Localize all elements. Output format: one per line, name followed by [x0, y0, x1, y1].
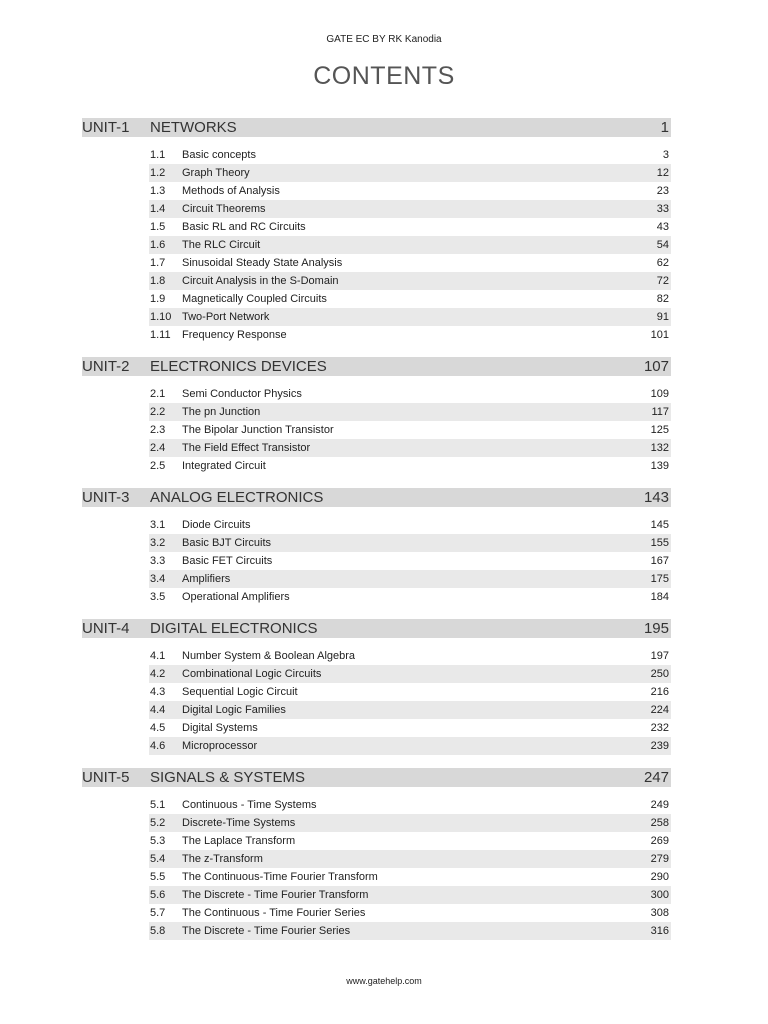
section-page-number: 54: [656, 239, 669, 251]
section-title: Digital Logic Families: [182, 704, 286, 716]
running-header: GATE EC BY RK Kanodia: [326, 34, 442, 45]
section-number: 1.8: [150, 275, 166, 287]
section-title: Semi Conductor Physics: [182, 388, 302, 400]
section-title: Integrated Circuit: [182, 460, 266, 472]
section-row: [149, 403, 671, 421]
section-number: 2.3: [150, 424, 166, 436]
section-page-number: 167: [650, 555, 669, 567]
section-number: 2.1: [150, 388, 166, 400]
section-title: Sequential Logic Circuit: [182, 686, 298, 698]
section-number: 5.5: [150, 871, 166, 883]
section-row: [149, 254, 671, 272]
section-row: [149, 326, 671, 344]
section-number: 4.5: [150, 722, 166, 734]
section-title: Digital Systems: [182, 722, 258, 734]
section-page-number: 184: [650, 591, 669, 603]
section-title: The Field Effect Transistor: [182, 442, 311, 454]
table-of-contents: [82, 118, 671, 953]
section-page-number: 43: [656, 221, 669, 233]
section-number: 1.6: [150, 239, 166, 251]
section-page-number: 145: [650, 519, 669, 531]
section-page-number: 155: [650, 537, 669, 549]
section-row: [149, 272, 671, 290]
section-page-number: 23: [656, 185, 669, 197]
section-page-number: 239: [650, 740, 669, 752]
section-page-number: 33: [656, 203, 669, 215]
section-title: The Continuous - Time Fourier Series: [182, 907, 366, 919]
section-title: Operational Amplifiers: [182, 591, 290, 603]
section-title: The pn Junction: [182, 406, 261, 418]
unit-page-number: 1: [660, 119, 669, 136]
section-title: The Continuous-Time Fourier Transform: [182, 871, 378, 883]
section-page-number: 62: [656, 257, 669, 269]
section-row: [149, 719, 671, 737]
unit-code: UNIT-1: [82, 119, 130, 136]
section-title: The Discrete - Time Fourier Transform: [182, 889, 369, 901]
section-row: [149, 516, 671, 534]
section-page-number: 82: [656, 293, 669, 305]
section-page-number: 250: [650, 668, 669, 680]
section-number: 1.2: [150, 167, 166, 179]
page-title: CONTENTS: [313, 62, 455, 90]
section-title: Basic concepts: [182, 149, 256, 161]
unit-block: [82, 619, 671, 755]
section-number: 5.8: [150, 925, 166, 937]
section-row: [149, 683, 671, 701]
unit-code: UNIT-5: [82, 769, 130, 786]
section-number: 1.5: [150, 221, 166, 233]
section-row: [149, 290, 671, 308]
section-page-number: 139: [650, 460, 669, 472]
section-title: Diode Circuits: [182, 519, 251, 531]
section-row: [149, 552, 671, 570]
unit-heading-row: [82, 357, 671, 376]
section-page-number: 279: [650, 853, 669, 865]
unit-page-number: 143: [643, 489, 669, 506]
section-number: 4.6: [150, 740, 166, 752]
section-row: [149, 385, 671, 403]
section-page-number: 3: [662, 149, 669, 161]
section-row: [149, 796, 671, 814]
section-row: [149, 737, 671, 755]
section-title: Two-Port Network: [182, 311, 270, 323]
section-number: 3.3: [150, 555, 166, 567]
section-page-number: 132: [650, 442, 669, 454]
unit-title: NETWORKS: [150, 119, 237, 136]
section-number: 1.11: [150, 329, 171, 341]
section-page-number: 101: [650, 329, 669, 341]
section-row: [149, 200, 671, 218]
section-page-number: 232: [650, 722, 669, 734]
section-row: [149, 421, 671, 439]
section-row: [149, 457, 671, 475]
section-page-number: 197: [650, 650, 669, 662]
section-row: [149, 534, 671, 552]
section-title: Graph Theory: [182, 167, 250, 179]
section-title: Methods of Analysis: [182, 185, 280, 197]
section-title: Circuit Theorems: [182, 203, 266, 215]
section-row: [149, 146, 671, 164]
section-row: [149, 904, 671, 922]
section-page-number: 117: [651, 406, 669, 418]
section-number: 3.4: [150, 573, 166, 585]
section-row: [149, 588, 671, 606]
section-title: The Laplace Transform: [182, 835, 296, 847]
unit-heading-row: [82, 118, 671, 137]
section-row: [149, 868, 671, 886]
unit-heading-row: [82, 768, 671, 787]
section-number: 2.2: [150, 406, 166, 418]
section-page-number: 224: [650, 704, 669, 716]
section-page-number: 308: [650, 907, 669, 919]
section-title: Circuit Analysis in the S-Domain: [182, 275, 339, 287]
section-page-number: 258: [650, 817, 669, 829]
section-title: Discrete-Time Systems: [182, 817, 296, 829]
unit-heading-row: [82, 488, 671, 507]
section-row: [149, 665, 671, 683]
section-page-number: 125: [650, 424, 669, 436]
section-title: Basic RL and RC Circuits: [182, 221, 306, 233]
section-page-number: 12: [656, 167, 669, 179]
section-title: Basic BJT Circuits: [182, 537, 272, 549]
section-row: [149, 308, 671, 326]
section-number: 3.1: [150, 519, 166, 531]
unit-page-number: 195: [643, 620, 669, 637]
section-row: [149, 182, 671, 200]
unit-code: UNIT-4: [82, 620, 130, 637]
section-page-number: 216: [650, 686, 669, 698]
section-number: 5.7: [150, 907, 166, 919]
unit-block: [82, 357, 671, 475]
section-title: Number System & Boolean Algebra: [182, 650, 356, 662]
unit-title: ELECTRONICS DEVICES: [150, 358, 327, 375]
unit-heading-row: [82, 619, 671, 638]
section-number: 1.10: [150, 311, 172, 323]
section-page-number: 249: [650, 799, 669, 811]
section-title: The z-Transform: [182, 853, 263, 865]
section-row: [149, 832, 671, 850]
section-page-number: 316: [650, 925, 669, 937]
section-row: [149, 218, 671, 236]
unit-title: SIGNALS & SYSTEMS: [150, 769, 306, 786]
section-title: Amplifiers: [182, 573, 231, 585]
section-row: [149, 922, 671, 940]
section-number: 1.7: [150, 257, 166, 269]
section-title: The RLC Circuit: [182, 239, 261, 251]
section-row: [149, 570, 671, 588]
section-number: 4.2: [150, 668, 166, 680]
section-title: The Discrete - Time Fourier Series: [182, 925, 351, 937]
section-number: 3.2: [150, 537, 166, 549]
section-row: [149, 814, 671, 832]
section-page-number: 300: [650, 889, 669, 901]
section-title: Magnetically Coupled Circuits: [182, 293, 327, 305]
section-page-number: 175: [650, 573, 669, 585]
section-title: Continuous - Time Systems: [182, 799, 317, 811]
unit-block: [82, 768, 671, 940]
section-number: 4.1: [150, 650, 166, 662]
section-page-number: 72: [656, 275, 669, 287]
section-number: 5.6: [150, 889, 166, 901]
unit-title: DIGITAL ELECTRONICS: [150, 620, 318, 637]
section-row: [149, 701, 671, 719]
section-number: 1.1: [150, 149, 166, 161]
section-row: [149, 850, 671, 868]
section-number: 5.1: [150, 799, 166, 811]
section-title: Microprocessor: [182, 740, 258, 752]
section-page-number: 91: [656, 311, 669, 323]
section-number: 1.9: [150, 293, 166, 305]
unit-code: UNIT-3: [82, 489, 130, 506]
section-number: 5.4: [150, 853, 166, 865]
section-title: The Bipolar Junction Transistor: [182, 424, 334, 436]
section-number: 5.3: [150, 835, 166, 847]
section-title: Combinational Logic Circuits: [182, 668, 322, 680]
unit-title: ANALOG ELECTRONICS: [150, 489, 324, 506]
section-title: Sinusoidal Steady State Analysis: [182, 257, 343, 269]
section-title: Frequency Response: [182, 329, 287, 341]
section-number: 2.5: [150, 460, 166, 472]
section-row: [149, 647, 671, 665]
section-number: 1.3: [150, 185, 166, 197]
section-number: 2.4: [150, 442, 166, 454]
section-page-number: 109: [650, 388, 669, 400]
unit-code: UNIT-2: [82, 358, 130, 375]
unit-block: [82, 118, 671, 344]
section-row: [149, 439, 671, 457]
section-number: 4.3: [150, 686, 166, 698]
unit-page-number: 247: [643, 769, 669, 786]
section-row: [149, 886, 671, 904]
section-number: 1.4: [150, 203, 166, 215]
running-footer: www.gatehelp.com: [346, 976, 422, 986]
section-row: [149, 164, 671, 182]
section-number: 3.5: [150, 591, 166, 603]
unit-block: [82, 488, 671, 606]
unit-page-number: 107: [643, 358, 669, 375]
section-number: 5.2: [150, 817, 166, 829]
section-page-number: 269: [650, 835, 669, 847]
section-title: Basic FET Circuits: [182, 555, 273, 567]
section-number: 4.4: [150, 704, 166, 716]
section-page-number: 290: [650, 871, 669, 883]
section-row: [149, 236, 671, 254]
